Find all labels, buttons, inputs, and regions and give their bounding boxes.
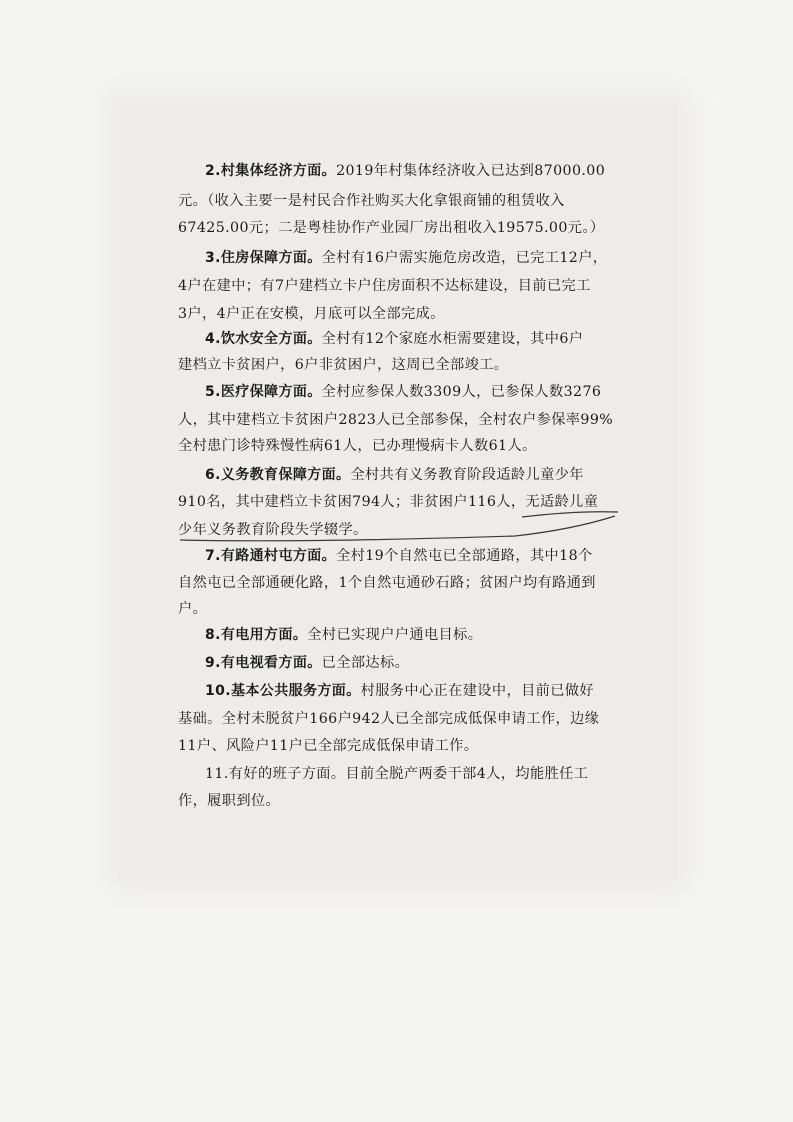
s10-line-2: 基础。全村未脱贫户166户942人已全部完成低保申请工作，边缘 [178,711,600,727]
s6-heading: 6.义务教育保障方面。 [205,467,351,483]
s2-heading: 2.村集体经济方面。 [205,163,337,179]
s7-line-1: 7.有路通村屯方面。全村19个自然屯已全部通路，其中18个 [205,548,593,564]
s11-line-1: 11.有好的班子方面。目前全脱产两委干部4人，均能胜任工 [205,766,589,782]
s5-heading: 5.医疗保障方面。 [205,384,322,400]
s5-line-2: 人，其中建档立卡贫困户2823人已全部参保，全村农户参保率99% [178,412,614,428]
s4-line-2: 建档立卡贫困户，6户非贫困户，这周已全部竣工。 [178,357,509,373]
s2-line-3: 67425.00元；二是粤桂协作产业园厂房出租收入19575.00元。） [178,220,605,236]
s7-heading: 7.有路通村屯方面。 [205,548,337,564]
s3-line-2: 4户在建中；有7户建档立卡户住房面积不达标建设，目前已完工 [178,278,591,294]
s7-line-2: 自然屯已全部通硬化路，1个自然屯通砂石路；贫困户均有路通到 [178,575,596,591]
s9-line-1: 9.有电视看方面。已全部达标。 [205,655,410,671]
s6-line-3: 少年义务教育阶段失学辍学。 [178,522,368,538]
s7-line-3: 户。 [178,601,208,617]
s10-heading: 10.基本公共服务方面。 [205,683,361,699]
s6-line-1: 6.义务教育保障方面。全村共有义务教育阶段适龄儿童少年 [205,467,584,483]
s2-line-2: 元。（收入主要一是村民合作社购买大化拿银商铺的租赁收入 [178,193,565,209]
s4-heading: 4.饮水安全方面。 [205,331,322,347]
s5-line-1: 5.医疗保障方面。全村应参保人数3309人，已参保人数3276 [205,384,602,400]
s3-heading: 3.住房保障方面。 [205,250,322,266]
s3-line-3: 3户，4户正在安模，月底可以全部完成。 [178,306,445,322]
s10-line-1: 10.基本公共服务方面。村服务中心正在建设中，目前已做好 [205,683,595,699]
s8-line-1: 8.有电用方面。全村已实现户户通电目标。 [205,627,483,643]
s8-heading: 8.有电用方面。 [205,627,308,643]
s4-line-1: 4.饮水安全方面。全村有12个家庭水柜需要建设，其中6户 [205,331,584,347]
s11-line-2: 作，履职到位。 [178,793,281,809]
s2-line-1: 2.村集体经济方面。2019年村集体经济收入已达到87000.00 [205,163,606,179]
s6-line-2: 910名，其中建档立卡贫困794人；非贫困户116人，无适龄儿童 [178,494,599,510]
s5-line-3: 全村患门诊特殊慢性病61人，已办理慢病卡人数61人。 [178,438,537,454]
s3-line-1: 3.住房保障方面。全村有16户需实施危房改造，已完工12户， [205,250,608,266]
s9-heading: 9.有电视看方面。 [205,655,322,671]
s10-line-3: 11户、风险户11户已全部完成低保申请工作。 [178,738,479,754]
